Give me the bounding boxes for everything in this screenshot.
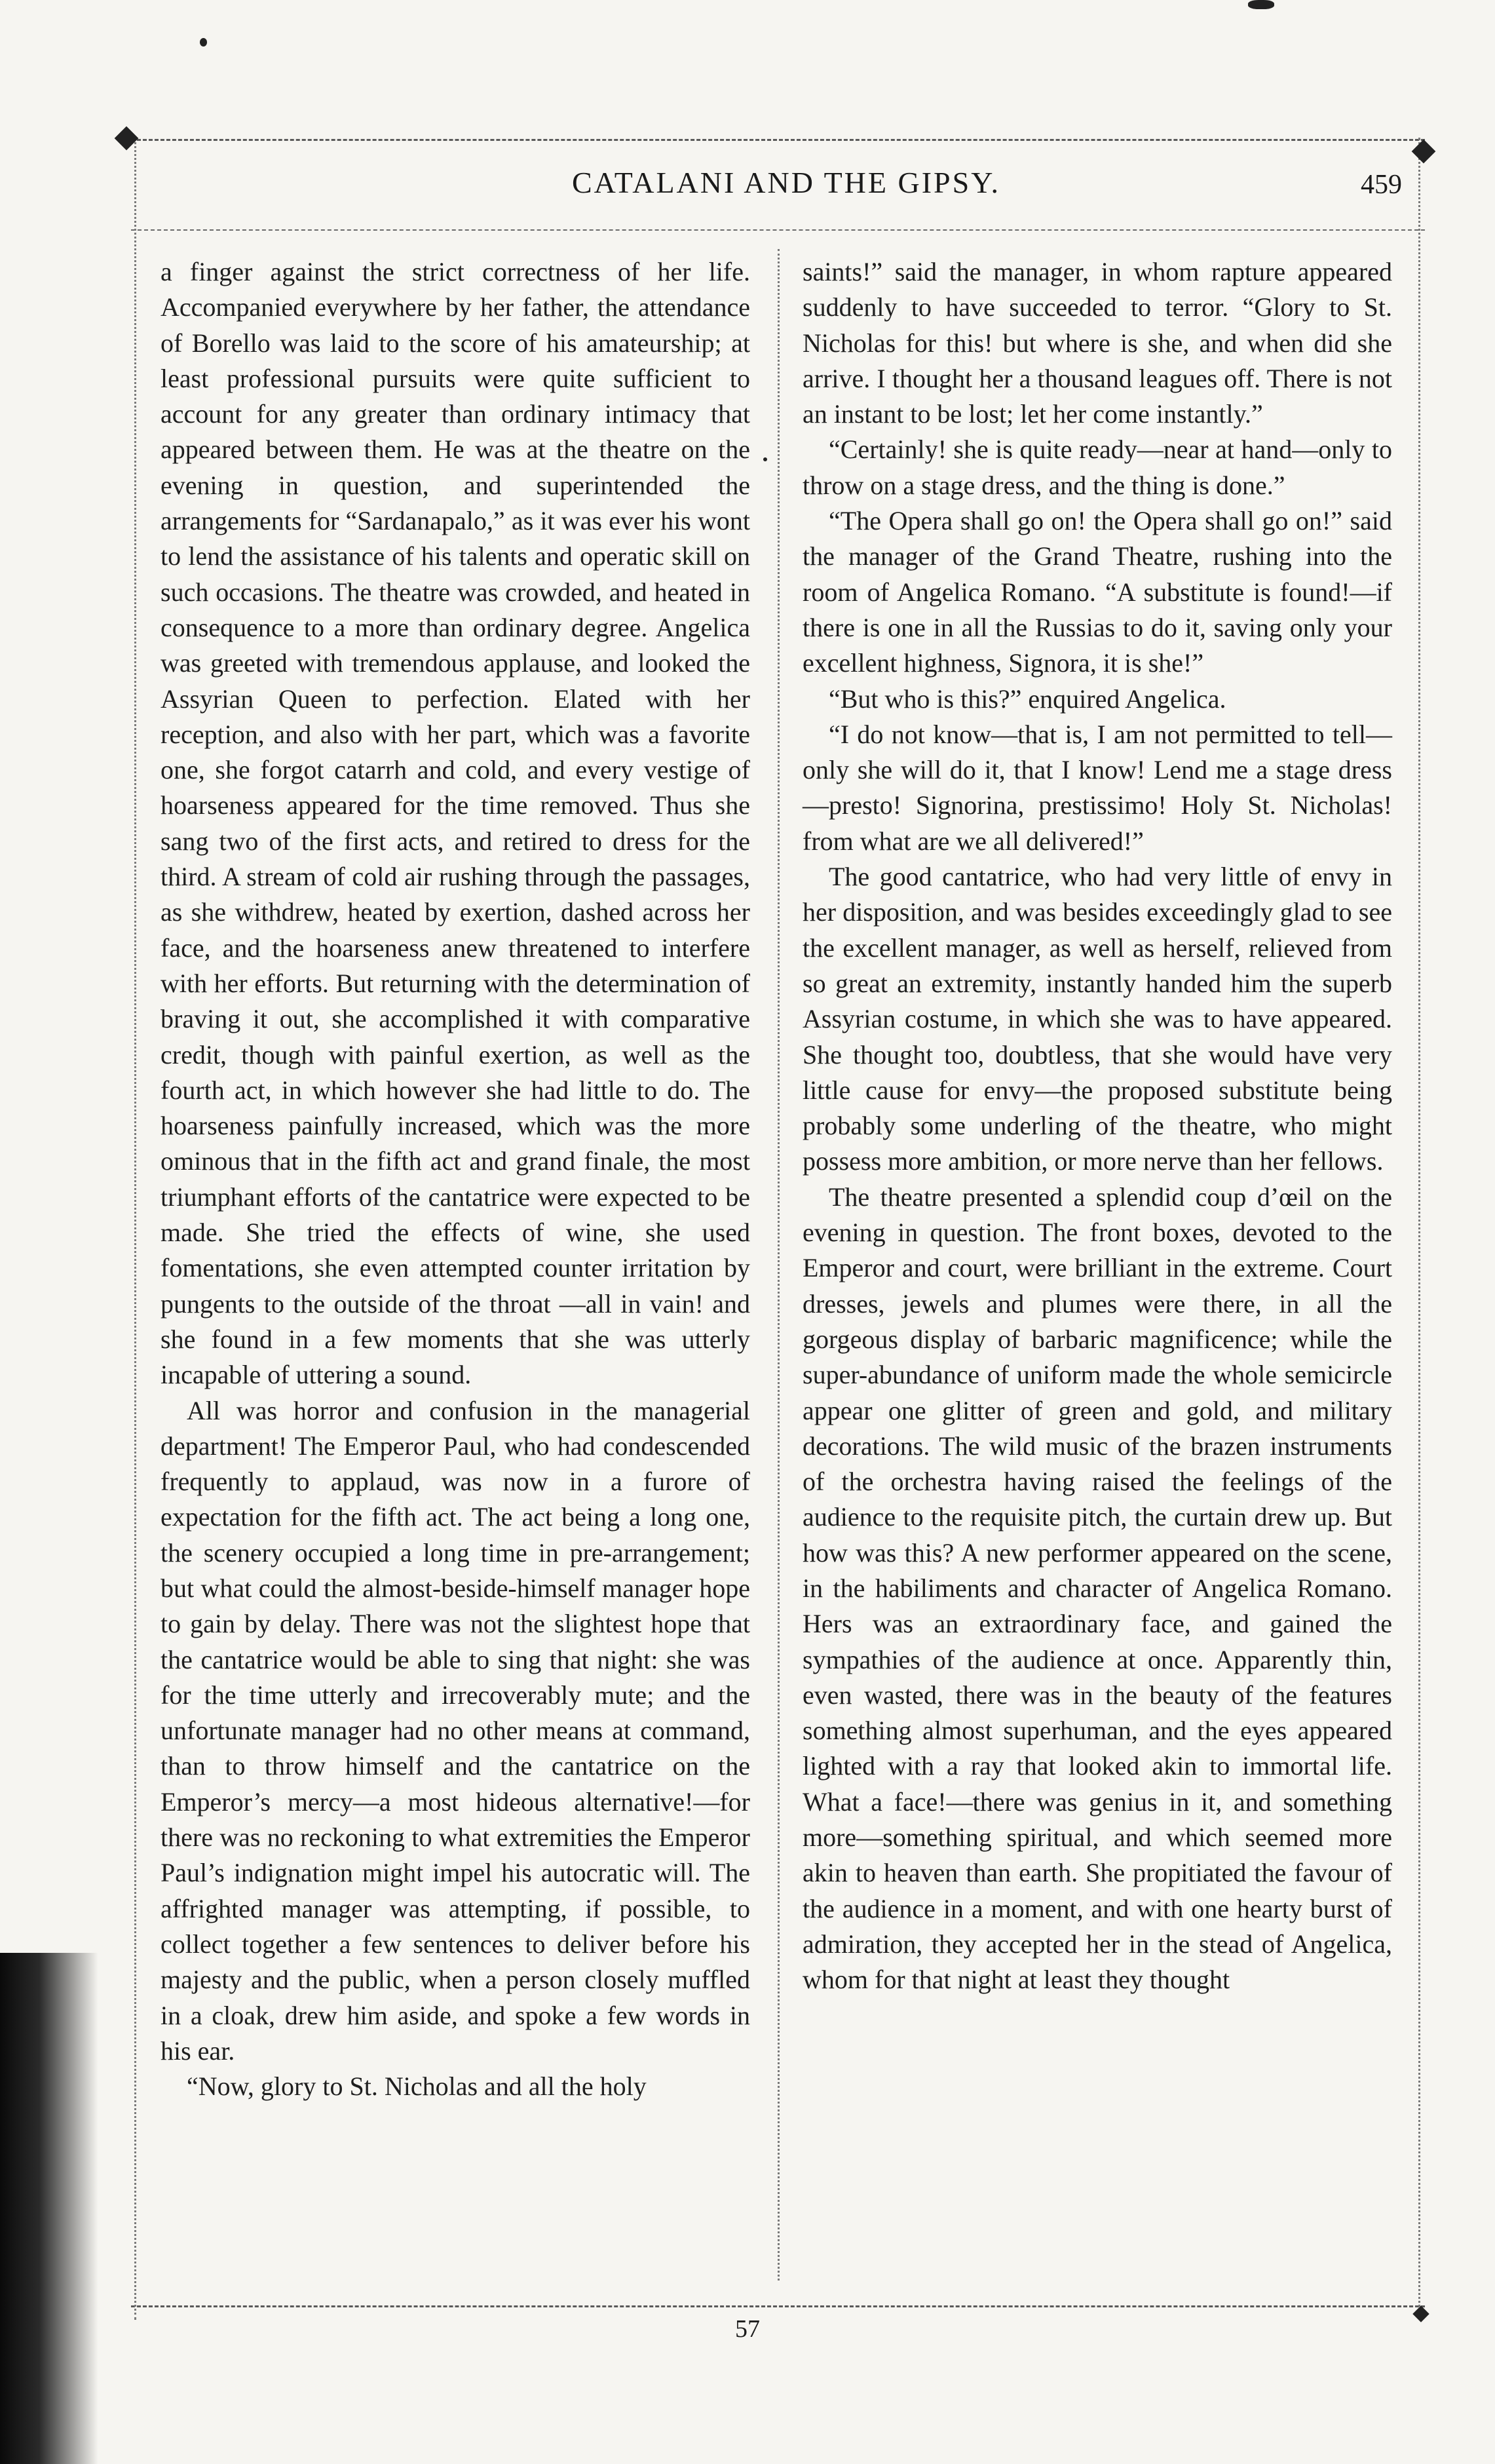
ink-speck — [200, 38, 207, 47]
running-header — [157, 165, 1415, 218]
paragraph: “The Opera shall go on! the Opera shall go on!” said the manager of the Grand Theatre, rushing into the room of Angelica Romano. “A substitute is found!—if there is one in all the Russias to do it, saving only your excellent highness, Signora, it is she!” — [803, 506, 1392, 678]
paragraph: “Now, glory to St. Nicholas and all the holy — [187, 2071, 647, 2102]
right-frame-border — [1418, 138, 1420, 2320]
column-divider — [778, 249, 780, 2281]
paragraph: a finger against the strict correctness of her life. Accompanied everywhere by her father, the attendance of Borello was laid to the score of his amateurship; at least professional pursuits were quite sufficient to account for any greater than ordinary intimacy that appeared between them. He was at the theatre on the evening in question, and superintended the arrangements for “Sardanapalo,” as it was ever his wont to lend the assistance of his talents and operatic skill on such occasions. The theatre was crowded, and heated in consequence to a more than ordinary degree. Angelica was greeted with tremendous applause, and looked the Assyrian Queen to perfection. Elated with her reception, and also with her part, which was a favorite one, she forgot catarrh and cold, and every vestige of hoarseness appeared for the time removed. Thus she sang two of the first acts, and retired to dress for the third. A stream of cold air rushing through the passages, as she withdrew, heated by exertion, dashed across her face, and the hoarseness anew threatened to interfere with her efforts. But returning with the determination of braving it out, she accomplished it with comparative credit, though with painful exertion, as well as the fourth act, in which however she had little to do. The hoarseness painfully increased, which was the more ominous that in the fifth act and grand finale, the most triumphant efforts of the cantatrice were expected to be made. She tried the effects of wine, she used fomentations, she even attempted counter irritation by pungents to the outside of the throat —all in vain! and she found in a few moments that she was utterly incapable of uttering a sound. — [161, 257, 750, 1390]
paragraph: All was horror and confusion in the managerial department! The Emperor Paul, who had condescended frequently to applaud, was now in a furore of expectation for the fifth act. The act being a long one, the scenery occupied a long time in pre-arrangement; but what could the almost-beside-himself manager hope to gain by delay. There was not the slightest hope that the cantatrice would be able to sing that night: she was for the time utterly and irrecoverably mute; and the unfortunate manager had no other means at command, than to throw himself and the cantatrice on the Emperor’s mercy—a most hideous alternative!—for there was no reckoning to what extremities the Emperor Paul’s indignation might impel his autocratic will. The affrighted manager was attempting, if possible, to collect together a few sentences to deliver before his majesty and the public, when a person closely muffled in a cloak, drew him aside, and spoke a few words in his ear. — [161, 1395, 750, 2066]
page-edge-shadow — [0, 1953, 98, 2464]
running-title: CATALANI AND THE GIPSY. — [572, 166, 1000, 199]
bottom-border-ornament — [131, 2305, 1425, 2307]
ink-speck — [1248, 0, 1274, 9]
paragraph: “I do not know—that is, I am not permitted to tell—only she will do it, that I know! Lend me a stage dress—presto! Signorina, prestissimo! Holy St. Nicholas! from what are we all delivered!” — [803, 719, 1392, 856]
paragraph: “But who is this?” enquired Angelica. — [829, 683, 1226, 714]
top-border-ornament — [131, 139, 1425, 141]
left-column — [161, 254, 750, 2279]
header-rule — [131, 229, 1425, 231]
signature-mark: 57 — [735, 2315, 760, 2343]
left-frame-border — [134, 138, 136, 2320]
paragraph: saints!” said the manager, in whom rapture appeared suddenly to have succeeded to terror. “Glory to St. Nicholas for this! but where is she, and when did she arrive. I thought her a thousand leagues off. There is not an instant to be lost; let her come instantly.” — [803, 257, 1392, 429]
right-column — [803, 254, 1392, 2279]
paragraph: The good cantatrice, who had very little of envy in her disposition, and was besides exceedingly glad to see the excellent manager, as well as herself, relieved from so great an extremity, instantly handed him the superb Assyrian costume, in which she was to have appeared. She thought too, doubtless, that she would have very little cause for envy—the proposed substitute being probably some underling of the theatre, who might possess more ambition, or more nerve than her fellows. — [803, 862, 1392, 1176]
ink-speck — [763, 457, 767, 461]
paragraph: “Certainly! she is quite ready—near at hand—only to throw on a stage dress, and the thing is done.” — [803, 434, 1392, 500]
corner-ornament-icon — [1412, 140, 1436, 164]
paragraph: The theatre presented a splendid coup d’œil on the evening in question. The front boxes, devoted to the Emperor and court, were brilliant in the extreme. Court dresses, jewels and plumes were there, in all the gorgeous display of barbaric magnificence; while the super-abundance of uniform made the whole semicircle appear one glitter of green and gold, and military decorations. The wild music of the brazen instruments of the orchestra having raised the feelings of the audience to the requisite pitch, the curtain drew up. But how was this? A new performer appeared on the scene, in the habiliments and character of Angelica Romano. Hers was an extraordinary face, and gained the sympathies of the audience at once. Apparently thin, even wasted, there was in the beauty of the features something almost superhuman, and the eyes appeared lighted with a ray that looked akin to immortal life. What a face!—there was genius in it, and something more—something spiritual, and which seemed more akin to heaven than earth. She propitiated the favour of the audience in a moment, and with one hearty burst of admiration, they accepted her in the stead of Angelica, whom for that night at least they thought — [803, 1182, 1392, 1995]
page-number: 459 — [1361, 170, 1402, 200]
